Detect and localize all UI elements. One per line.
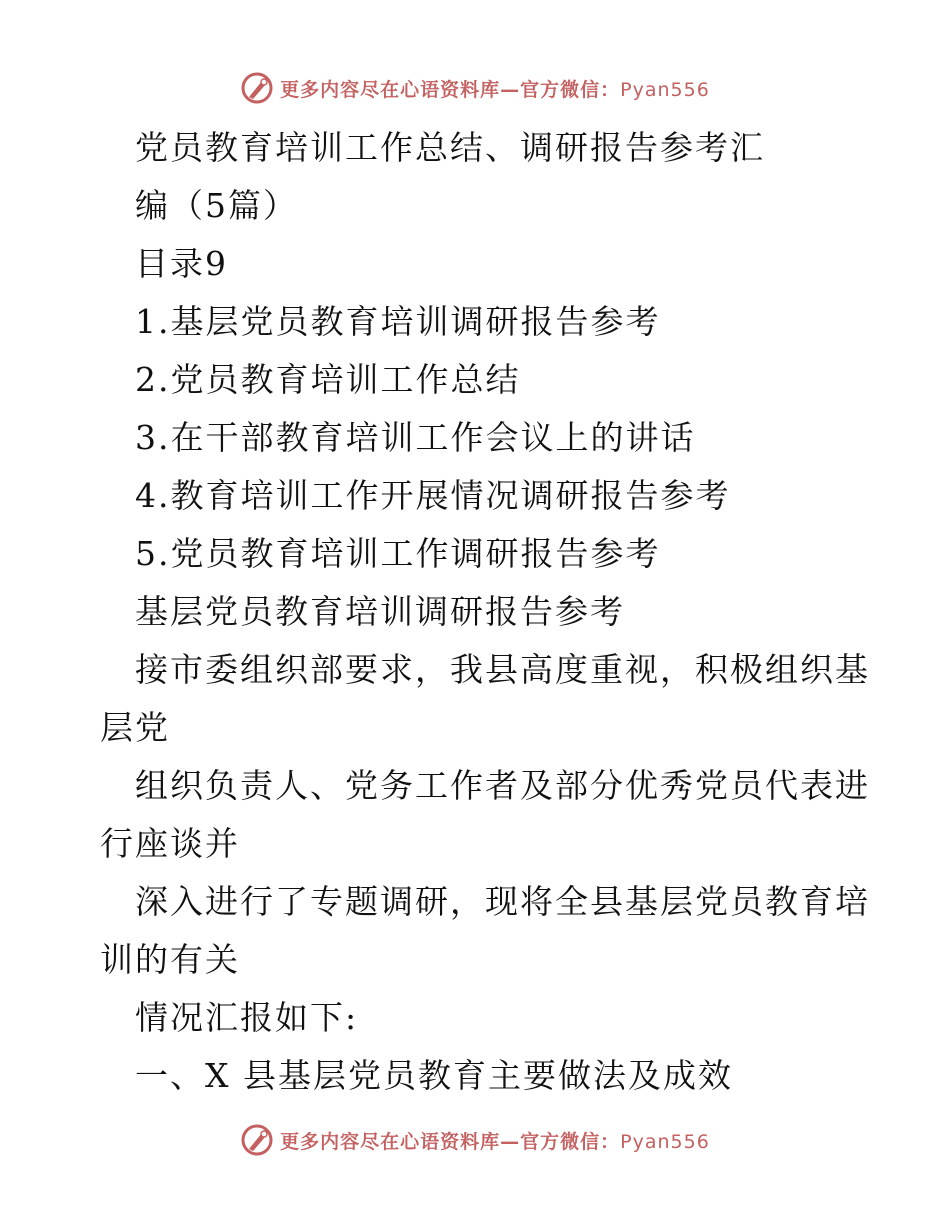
document-title: 党员教育培训工作总结、调研报告参考汇	[135, 128, 765, 167]
paragraph-line: 情况汇报如下:	[135, 998, 359, 1037]
watermark-text: 更多内容尽在心语资料库—官方微信：Pyan556	[280, 1130, 710, 1153]
subsection-heading: 一、X 县基层党员教育主要做法及成效	[135, 1056, 733, 1095]
pen-logo-icon	[240, 1123, 274, 1157]
paragraph-line: 训的有关	[100, 940, 240, 979]
pen-logo-icon	[240, 71, 274, 105]
watermark-text: 更多内容尽在心语资料库—官方微信：Pyan556	[280, 78, 710, 101]
paragraph-line: 接市委组织部要求，我县高度重视，积极组织基	[135, 650, 870, 689]
watermark-header	[0, 68, 950, 108]
section-title: 基层党员教育培训调研报告参考	[135, 592, 625, 631]
toc-item: 5.党员教育培训工作调研报告参考	[135, 534, 661, 573]
paragraph-line: 行座谈并	[100, 824, 240, 863]
toc-heading: 目录9	[135, 244, 228, 283]
toc-item: 3.在干部教育培训工作会议上的讲话	[135, 418, 696, 457]
paragraph-line: 层党	[100, 708, 170, 747]
toc-item: 2.党员教育培训工作总结	[135, 360, 521, 399]
paragraph-line: 组织负责人、党务工作者及部分优秀党员代表进	[135, 766, 870, 805]
paragraph-line: 深入进行了专题调研，现将全县基层党员教育培	[135, 882, 870, 921]
toc-item: 4.教育培训工作开展情况调研报告参考	[135, 476, 731, 515]
toc-item: 1.基层党员教育培训调研报告参考	[135, 302, 661, 341]
watermark-footer	[0, 1120, 950, 1160]
document-title-cont: 编（5篇）	[135, 186, 298, 225]
